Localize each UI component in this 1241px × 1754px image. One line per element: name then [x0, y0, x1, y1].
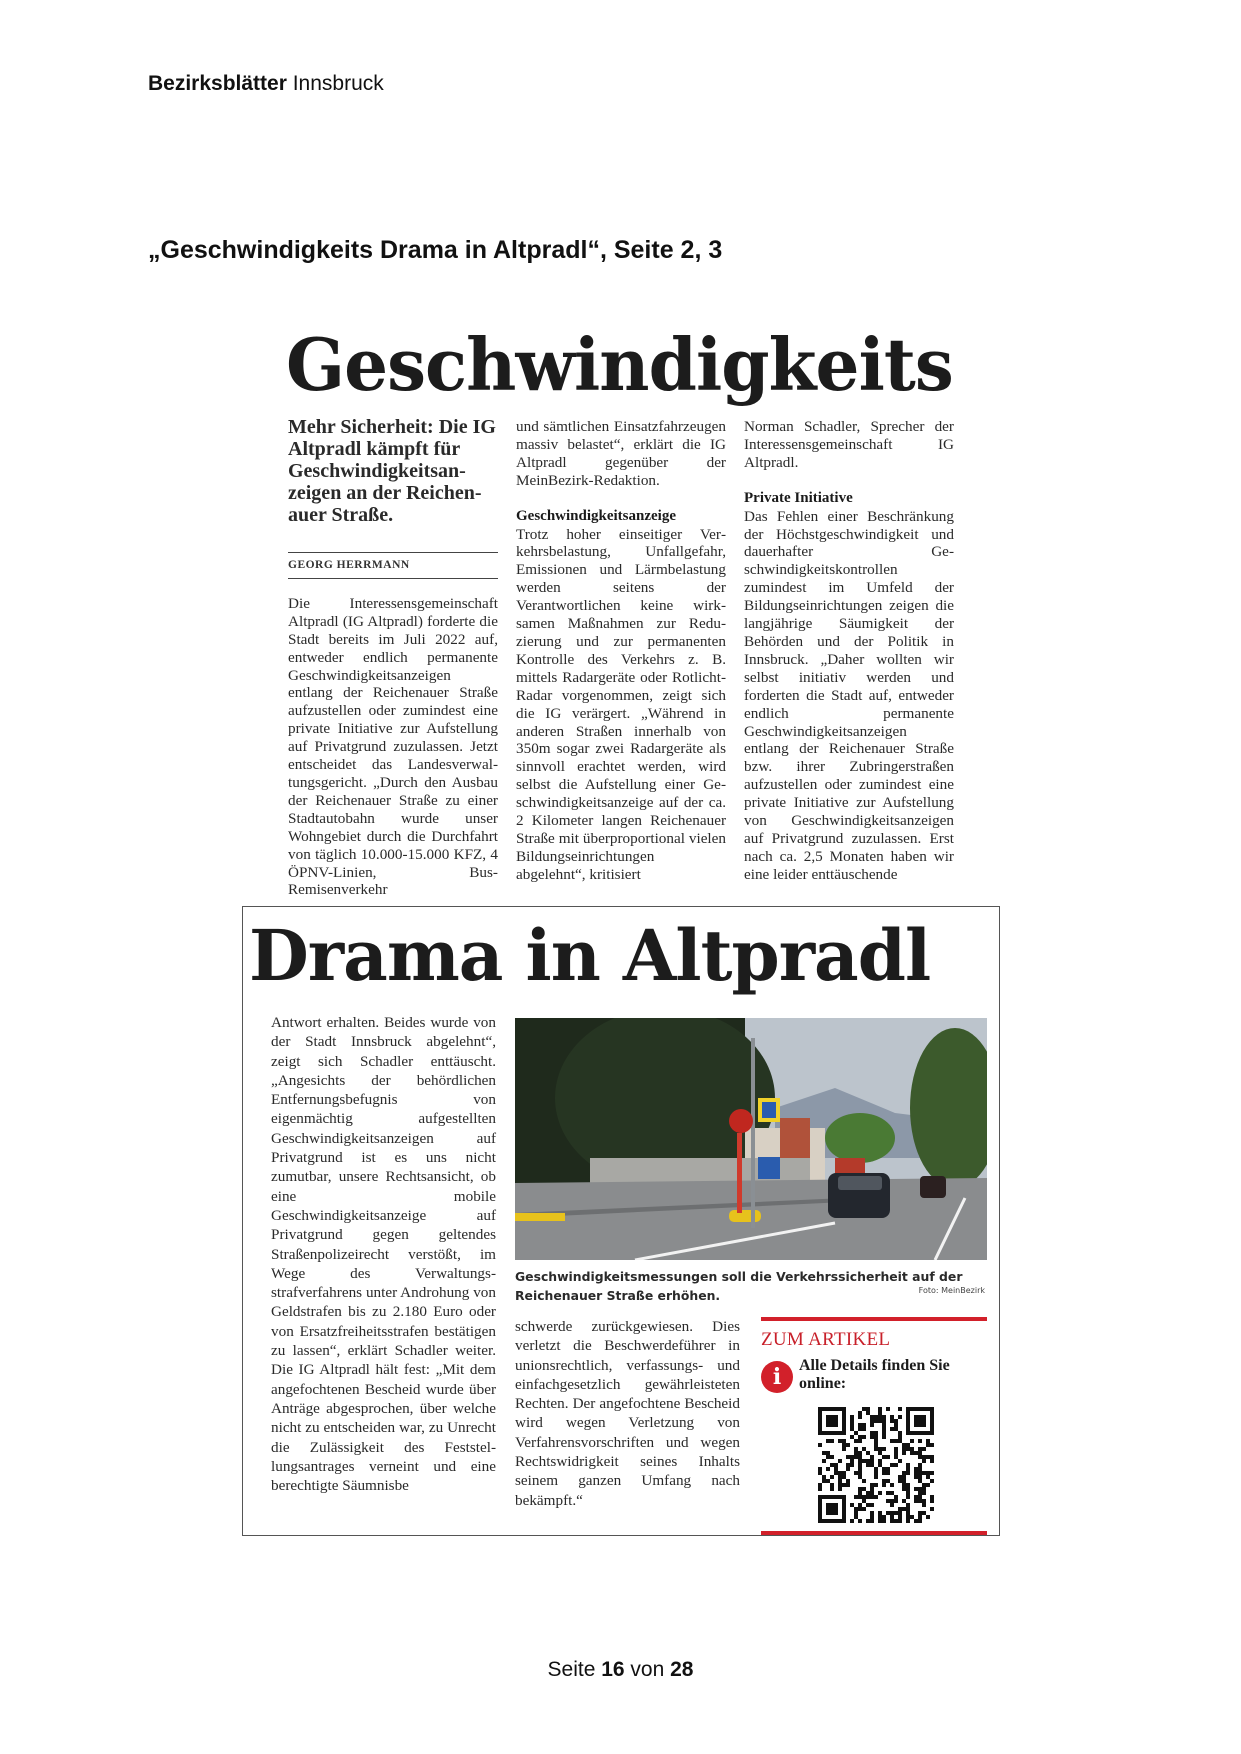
subheading: Geschwindigkeitsanzeige — [516, 507, 676, 524]
speed-display — [729, 1109, 753, 1133]
clipping-title: „Geschwindigkeits Drama in Altpradl“, Seite 2, 3 — [148, 236, 723, 264]
promo-title: ZUM ARTIKEL — [761, 1329, 891, 1350]
info-icon: i — [761, 1361, 793, 1393]
body-text: Die Interessensgemeinschaft Altpradl (IG Altpradl) forderte die Stadt bereits im Juli 2022 auf, entweder endlich permanente Geschwindigkeitsanzeigen entlang der Reichenauer Straße aufzustellen oder zumindest eine private Initiative zur Aufstellung auf Privatgrund zuzulassen. Jetzt entscheidet das Landesverwaltungsgericht. „Durch den Ausbau der Reichenauer Straße zu einer Stadtautobahn wurde unser Wohngebiet durch die Durchfahrt von täglich 10.000-15.000 KFZ, 4 ÖPNV-Linien, Bus-Remisenverkehr — [288, 594, 498, 899]
body-text: Trotz hoher einseitiger Verkehrsbelastung, Unfallgefahr, Emissionen und Lärmbelastung werden seitens der Verantwortlichen keine wirksamen Maßnahmen zur Reduzierung und zur permanenten Kontrolle des Verkehrs z. B. mittels Radargeräte oder Rotlicht-Radar vorgenommen, zeigt sich die IG verärgert. „Während in anderen Straßen innerhalb von 350m sogar zwei Radargeräte als sinnvoll erachtet werden, wird selbst die Aufstellung einer Geschwindigkeitsanzeige auf der ca. 2 Kilometer langen Reichenauer Straße mit überproportional vielen Bildungseinrichtungen abgelehnt“, kritisiert — [516, 525, 726, 883]
publication-name: Bezirksblätter — [148, 72, 287, 95]
page-label: Seite — [547, 1658, 602, 1681]
photo-credit: Foto: MeinBezirk — [918, 1286, 985, 1295]
author-divider — [288, 578, 498, 579]
crossing-sign-inner — [762, 1102, 776, 1118]
article-clipping-bottom — [242, 906, 1000, 1536]
article-link-box[interactable] — [761, 1317, 987, 1529]
yellow-curb — [515, 1213, 565, 1221]
article-column-4 — [271, 1013, 496, 1495]
article-column-2 — [516, 418, 726, 884]
pole — [751, 1038, 755, 1228]
article-column-3 — [744, 418, 954, 884]
subheading: Private Initiative — [744, 489, 853, 506]
body-text: Das Fehlen einer Beschränkung der Höchstgeschwindigkeit und dauerhafter Geschwindigkeitskontrollen zumindest im Umfeld der Bildungseinrichtungen zeigen die langjährige Säumigkeit der Behörden und der Politik in Innsbruck. „Daher wollten wir selbst initiativ werden und forderten die Stadt auf, entweder endlich permanente Geschwindigkeitsanzeigen entlang der Reichenauer Straße bzw. ihrer Zubringerstraßen aufzustellen oder zumindest eine private Initiative zur Aufstellung von Geschwindigkeitsanzeigen auf Privatgrund zuzulassen. Erst nach ca. 2,5 Monaten haben wir eine leider enttäuschende — [744, 507, 954, 883]
photo-illustration — [515, 1018, 987, 1260]
tree-middle — [825, 1113, 895, 1163]
article-clipping-top — [286, 320, 966, 900]
body-text: Norman Schadler, Sprecher der Interessensgemeinschaft IG Altpradl. — [744, 418, 954, 471]
car-distant — [920, 1176, 946, 1198]
promo-divider — [761, 1531, 987, 1535]
car-window — [838, 1176, 882, 1190]
yellow-base — [729, 1210, 761, 1222]
page-separator: von — [624, 1658, 671, 1681]
bollard — [737, 1133, 742, 1213]
house-roof — [780, 1118, 810, 1158]
article-column-1 — [288, 416, 498, 899]
page-number — [0, 1658, 1241, 1682]
total-pages: 28 — [670, 1658, 694, 1681]
promo-divider — [761, 1317, 987, 1321]
publication-region: Innsbruck — [286, 72, 384, 95]
body-text: schwerde zurückgewiesen. Dies verletzt die Beschwerdeführer in unionsrechtlich, verfassungs- und einfachgesetzlich gewährleisteten Rechten. Der angefochtene Bescheid wird wegen Verletzung von Verfahrensvorschriften und wegen Rechtswidrigkeit seines Inhalts seinem ganzen Umfang nach bekämpft.“ — [515, 1318, 740, 1509]
headline-part-1: Geschwindigkeits — [286, 322, 953, 407]
article-column-5 — [515, 1317, 740, 1510]
promo-info — [761, 1357, 987, 1393]
author-byline: GEORG HERRMANN — [288, 559, 410, 571]
body-text: und sämtlichen Einsatzfahrzeugen massiv belastet“, erklärt die IG Altpradl gegenüber der MeinBezirk-Redaktion. — [516, 418, 726, 489]
qr-code-icon[interactable] — [817, 1407, 935, 1523]
current-page: 16 — [601, 1658, 625, 1681]
body-text: Antwort erhalten. Beides wurde von der Stadt Innsbruck abgelehnt“, zeigt sich Schadler enttäuscht. „Angesichts der behördlichen Entfernungsbefugnis von eigenmächtig aufgestellten Geschwindigkeitsanzeigen auf Privatgrund ist es uns nicht zumutbar, unsere Rechtsansicht, ob eine mobile Geschwindigkeitsanzeige auf Privatgrund gegen geltendes Straßenpolizeirecht verstößt, im Wege des Verwaltungsstrafverfahrens unter Androhung von Geldstrafen bis zu 2.180 Euro oder von Ersatzfreiheitsstrafen bestätigen zu lassen“, erklärt Schadler weiter. Die IG Altpradl hält fest: „Mit dem angefochtenen Bescheid wurde über Anträge abgesprochen, über welche nicht zu entscheiden war, zu Unrecht die Zulässigkeit des Feststellungsantrages verneint und eine berechtigte Säumnisbe — [271, 1014, 496, 1495]
street-scene-photo — [515, 1018, 987, 1260]
document-header — [148, 72, 384, 96]
article-teaser: Mehr Sicherheit: Die IG Altpradl kämpft für Geschwindigkeitsanzeigen an der Reichenauer Straße. — [288, 416, 496, 526]
promo-text: Alle Details finden Sie online: — [799, 1357, 950, 1392]
headline-part-2: Drama in Altpradl — [249, 914, 931, 997]
crossing-sign-lower — [758, 1157, 780, 1179]
photo-caption: Geschwindigkeitsmessungen soll die Verkehrssicherheit auf der Reichenauer Straße erhöhen. — [515, 1269, 963, 1303]
